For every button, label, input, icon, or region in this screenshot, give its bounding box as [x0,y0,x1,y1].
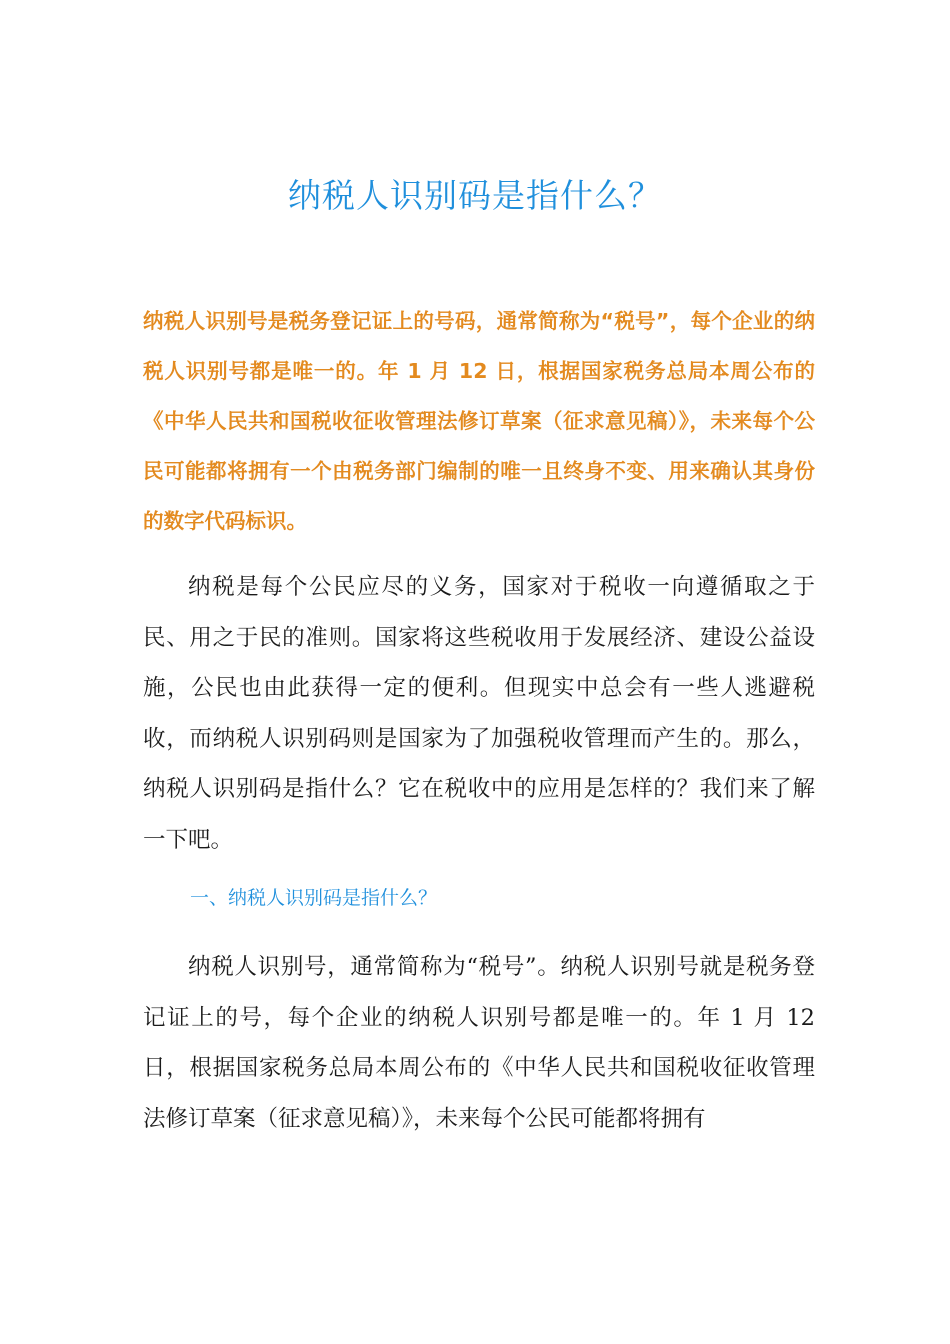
body-paragraph-intro: 纳税是每个公民应尽的义务，国家对于税收一向遵循取之于民、用之于民的准则。国家将这些税收用于发展经济、建设公益设施，公民也由此获得一定的便利。但现实中总会有一些人逃避税收，而纳税人识别码则是国家为了加强税收管理而产生的。那么，纳税人识别码是指什么？它在税收中的应用是怎样的？我们来了解一下吧。 [143,574,815,853]
summary-paragraph: 纳税人识别号是税务登记证上的号码，通常简称为“税号”，每个企业的纳税人识别号都是唯一的。年 1 月 12 日，根据国家税务总局本周公布的《中华人民共和国税收征收管理法修订草案（征求意见稿）》，未来每个公民可能都将拥有一个由税务部门编制的唯一且终身不变、用来确认其身份的数字代码标识。 [143,309,815,533]
body-paragraph-definition: 纳税人识别号，通常简称为“税号”。纳税人识别号就是税务登记证上的号，每个企业的纳税人识别号都是唯一的。年 1 月 12 日，根据国家税务总局本周公布的《中华人民共和国税收征收管理法修订草案（征求意见稿）》，未来每个公民可能都将拥有 [143,954,815,1132]
page-title: 纳税人识别码是指什么？ [288,176,662,215]
section-heading: 一、纳税人识别码是指什么？ [190,887,438,909]
